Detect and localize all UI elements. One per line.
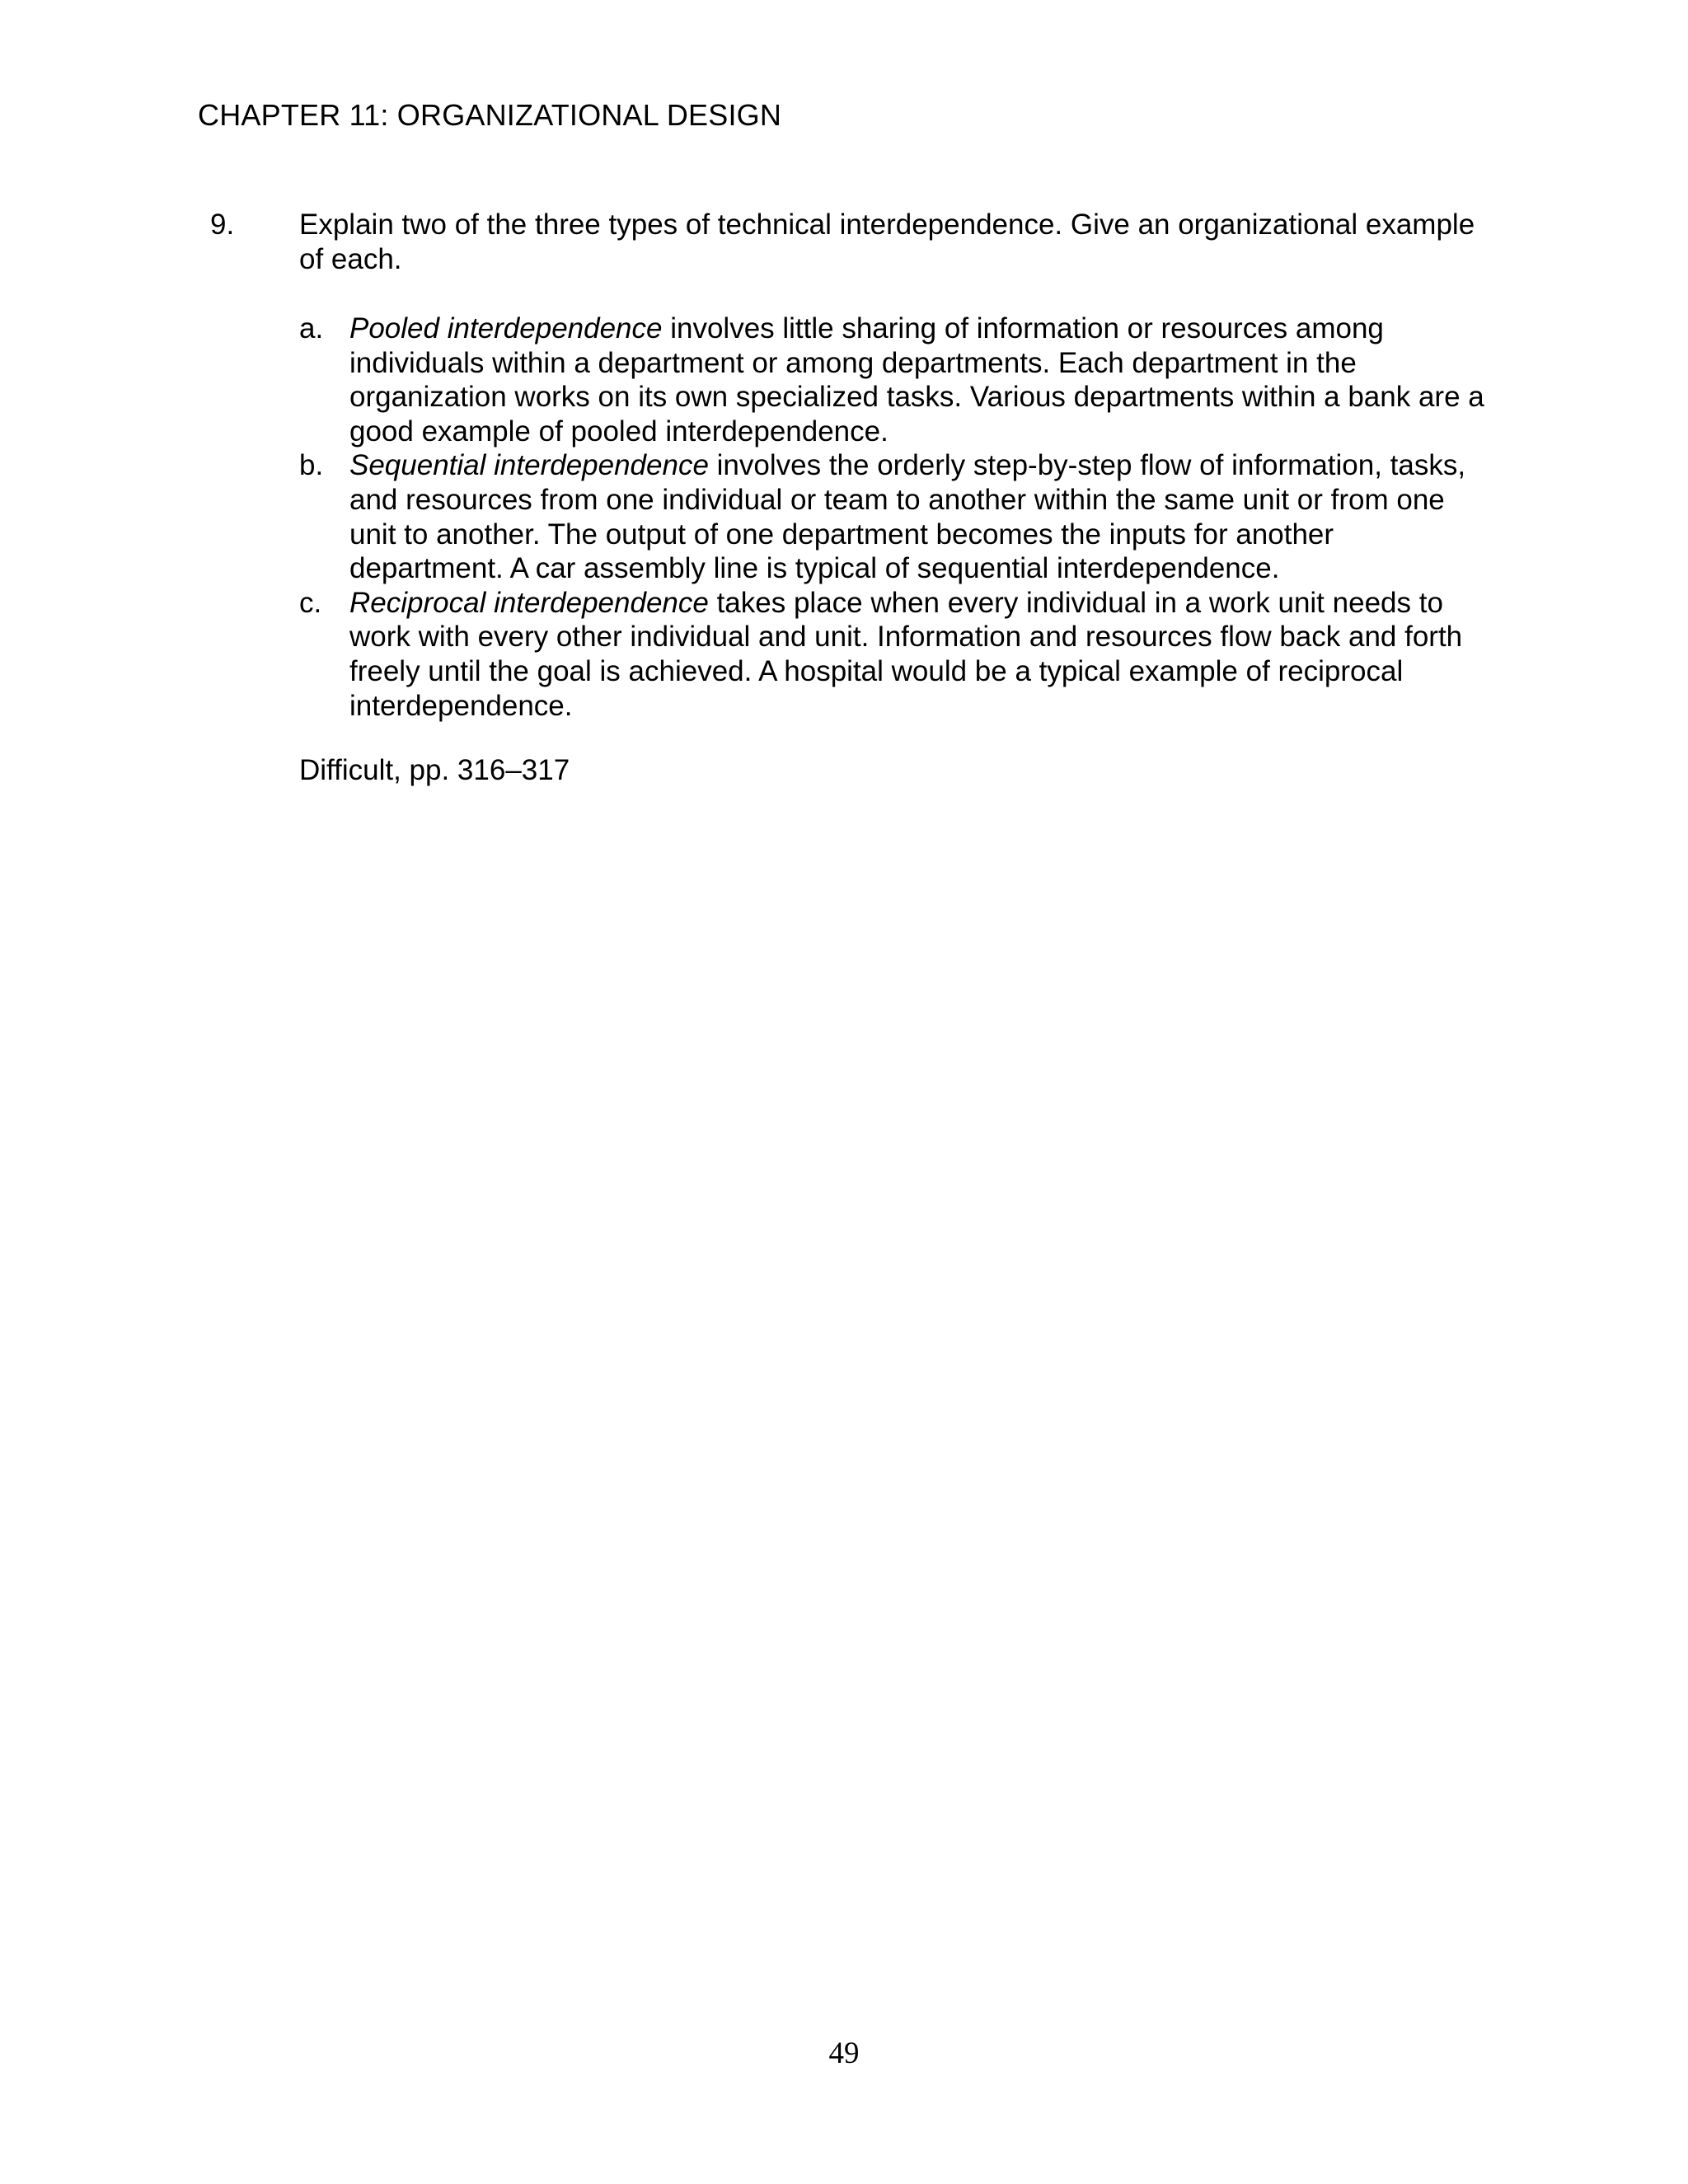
question-text: Explain two of the three types of technical interdependence. Give an organizational example of each. [299, 209, 1475, 275]
answer-text [349, 312, 1486, 448]
chapter-header: CHAPTER 11: ORGANIZATIONAL DESIGN [198, 98, 782, 132]
answer-letter: c. [299, 586, 322, 619]
answer-item-b [299, 448, 1486, 585]
answer-text [349, 586, 1486, 723]
answer-body: involves little sharing of information or resources among individuals within a department or among departments. Each department in the organization works on its own specialized tasks. Various departments within a bank are a good example of pooled interdependence. [349, 312, 1484, 448]
answer-body: involves the orderly step-by-step flow of information, tasks, and resources from one individual or team to another within the same unit or from one unit to another. The output of one department becomes the inputs for another department. A car assembly line is typical of sequential interdependence. [349, 449, 1466, 585]
question-9 [210, 208, 1496, 277]
answer-list [299, 312, 1486, 723]
answer-term: Reciprocal interdependence [349, 586, 709, 619]
question-number: 9. [210, 209, 235, 241]
answer-body: takes place when every individual in a work unit needs to work with every other individual and unit. Information and resources flow back and forth freely until the goal is achieved. A hospital would be a typical example of reciprocal interdependence. [349, 586, 1463, 722]
difficulty-reference: Difficult, pp. 316–317 [299, 754, 570, 786]
answer-letter: b. [299, 449, 324, 482]
answer-letter: a. [299, 312, 324, 344]
answer-item-a [299, 312, 1486, 448]
answer-text [349, 448, 1486, 585]
page-number: 49 [828, 2036, 860, 2070]
answer-term: Pooled interdependence [349, 312, 663, 344]
answer-item-c [299, 586, 1486, 723]
answer-term: Sequential interdependence [349, 449, 709, 482]
question-row [210, 208, 1496, 277]
